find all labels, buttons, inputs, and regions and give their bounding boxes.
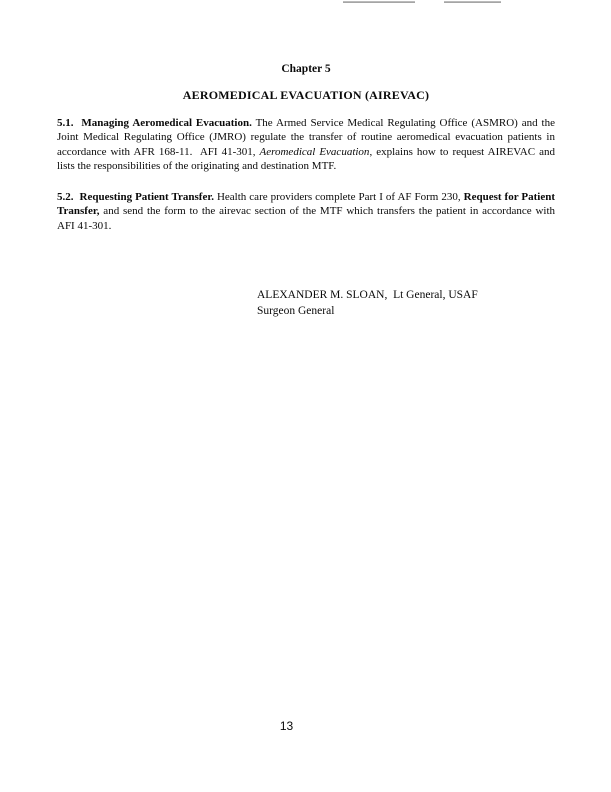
paragraph-5-1 [57,116,555,173]
paragraph-5-2-form-title: Request for Patient Transfer, [57,191,555,218]
chapter-title: AEROMEDICAL EVACUATION (AIREVAC) [182,88,430,102]
paragraph-5-1-text: The Armed Service Medical Regulating Office (ASMRO) and the Joint Medical Regulating Office (JMRO) regulate the transfer of routine aeromedical evacuation patients in accordance with AFR 168-11. AFI 41-301, [57,117,555,158]
paragraph-5-2-text: Health care providers complete Part I of AF Form 230, [213,191,464,204]
page-content [57,0,555,319]
paragraph-5-1-text-end: , explains how to request AIREVAC and lists the responsibilities of the originating and destination MTF. [57,145,555,172]
chapter-heading: Chapter 5 [281,63,331,75]
signature-block [257,287,555,319]
paragraph-5-1-heading: 5.1. Managing Aeromedical Evacuation. [57,117,252,129]
paragraph-5-2-heading: 5.2. Requesting Patient Transfer. [57,191,214,204]
paragraph-5-2 [57,190,555,233]
paragraph-5-2-text-end: and send the form to the airevac section of the MTF which transfers the patient in accordance with AFI 41-301. [57,205,555,232]
page-number: 13 [279,719,294,733]
paragraph-5-1-italic-title: Aeromedical Evacuation [259,145,370,158]
signature-title: Surgeon General [257,305,335,318]
signature-name: ALEXANDER M. SLOAN, Lt General, USAF [257,289,478,302]
